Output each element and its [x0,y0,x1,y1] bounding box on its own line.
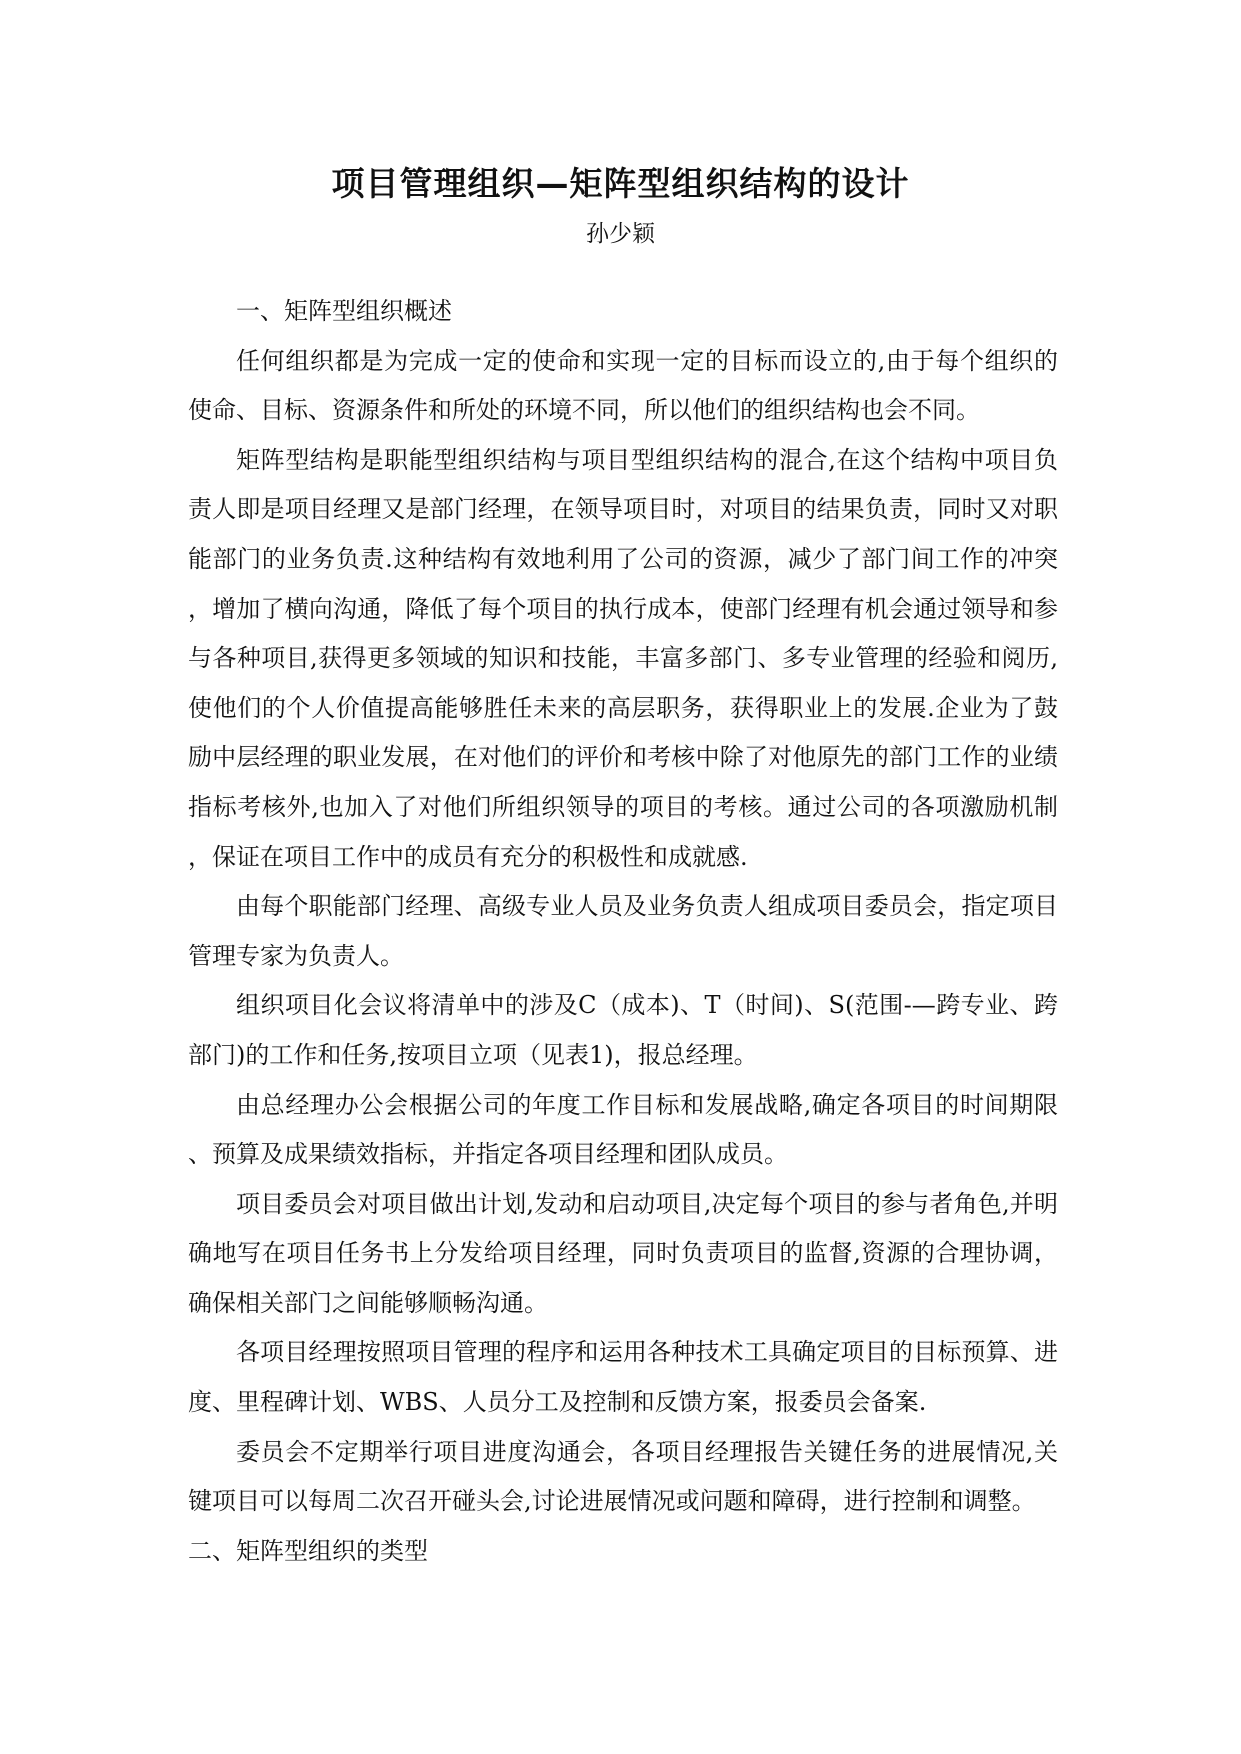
document-body [188,287,1058,1576]
paragraph: 委员会不定期举行项目进度沟通会，各项目经理报告关键任务的进展情况,关键项目可以每周二次召开碰头会,讨论进展情况或问题和障碍，进行控制和调整。 [188,1437,1058,1516]
paragraph: 由每个职能部门经理、高级专业人员及业务负责人组成项目委员会，指定项目管理专家为负责人。 [188,892,1058,970]
paragraph: 组织项目化会议将清单中的涉及C（成本)、T（时间)、S(范围-—跨专业、跨部门)的工作和任务,按项目立项（见表1)，报总经理。 [188,991,1058,1069]
paragraph: 矩阵型结构是职能型组织结构与项目型组织结构的混合,在这个结构中项目负责人即是项目经理又是部门经理，在领导项目时，对项目的结果负责，同时又对职能部门的业务负责.这种结构有效地利用了公司的资源，减少了部门间工作的冲突，增加了横向沟通，降低了每个项目的执行成本，使部门经理有机会通过领导和参与各种项目,获得更多领域的知识和技能，丰富多部门、多专业管理的经验和阅历,使他们的个人价值提高能够胜任未来的高层职务，获得职业上的发展.企业为了鼓励中层经理的职业发展，在对他们的评价和考核中除了对他原先的部门工作的业绩指标考核外,也加入了对他们所组织领导的项目的考核。通过公司的各项激励机制，保证在项目工作中的成员有充分的积极性和成就感. [188,445,1058,871]
paragraph: 各项目经理按照项目管理的程序和运用各种技术工具确定项目的目标预算、进度、里程碑计划、WBS、人员分工及控制和反馈方案，报委员会备案. [188,1338,1058,1417]
paragraph: 由总经理办公会根据公司的年度工作目标和发展战略,确定各项目的时间期限、预算及成果绩效指标，并指定各项目经理和团队成员。 [188,1090,1058,1169]
section-heading-2: 二、矩阵型组织的类型 [188,1536,428,1565]
document-title: 项目管理组织—矩阵型组织结构的设计 [331,164,910,203]
paragraph: 项目委员会对项目做出计划,发动和启动项目,决定每个项目的参与者角色,并明确地写在项目任务书上分发给项目经理，同时负责项目的监督,资源的合理协调，确保相关部门之间能够顺畅沟通。 [188,1189,1058,1317]
paragraph: 任何组织都是为完成一定的使命和实现一定的目标而设立的,由于每个组织的使命、目标、资源条件和所处的环境不同，所以他们的组织结构也会不同。 [188,346,1058,425]
section-heading-1: 一、矩阵型组织概述 [236,297,452,325]
document-author: 孙少颖 [586,221,655,247]
